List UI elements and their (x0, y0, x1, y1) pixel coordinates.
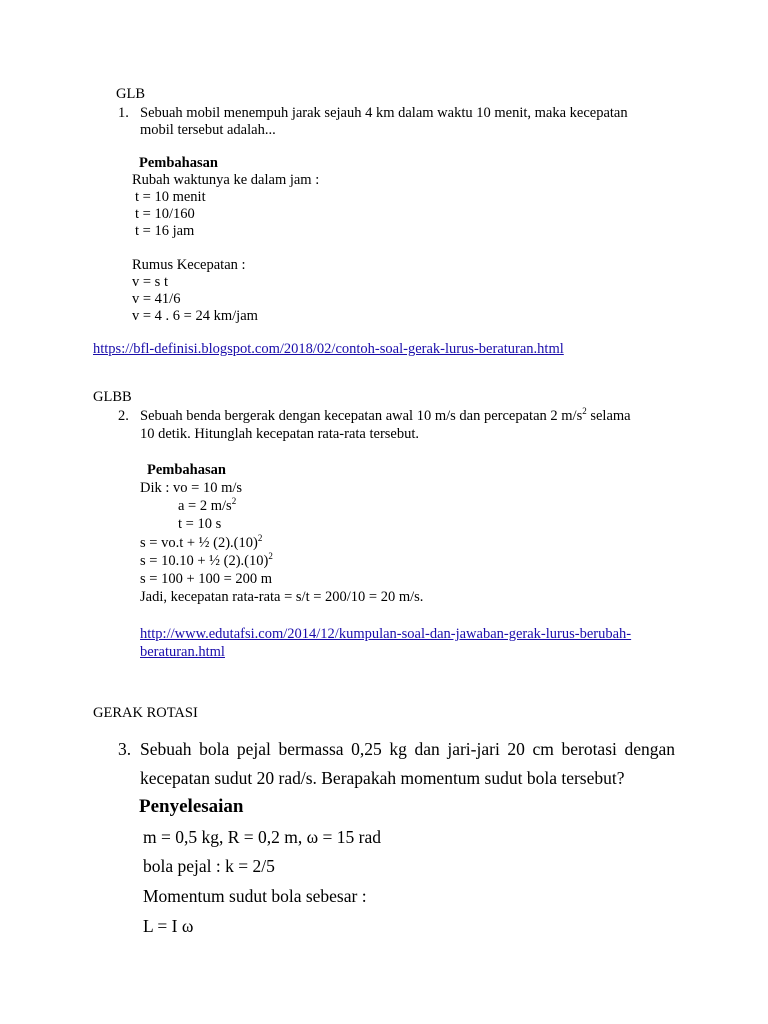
glbb-reference-link-line-2[interactable]: beraturan.html (140, 644, 225, 660)
glb-step-8: v = 4 . 6 = 24 km/jam (132, 308, 258, 324)
glb-reference-link[interactable]: https://bfl-definisi.blogspot.com/2018/02/contoh-soal-gerak-lurus-beraturan.html (93, 341, 564, 357)
glb-step-3: t = 10/160 (135, 206, 195, 222)
glbb-equation-2: s = 10.10 + ½ $(2).(10)^2$ (140, 551, 273, 569)
question-3-number: 3. (118, 739, 132, 759)
question-2-line-1: Sebuah benda bergerak dengan kecepatan awal 10 m/s dan percepatan 2 $m/s^2$ selama (140, 406, 631, 424)
question-2-line-2: 10 detik. Hitunglah kecepatan rata-rata tersebut. (140, 426, 420, 442)
glb-step-2: t = 10 menit (135, 189, 206, 205)
pembahasan-1-heading: Pembahasan (139, 155, 218, 171)
glbb-known-2: a = 2 $m/s^2$ (178, 496, 237, 514)
glbb-equation-1: s = vo.t + ½ $(2).(10)^2$ (140, 533, 263, 551)
penyelesaian-heading: Penyelesaian (139, 796, 244, 817)
glb-heading: GLB (116, 86, 145, 102)
pembahasan-2-heading: Pembahasan (147, 462, 226, 478)
question-3-line-1: Sebuah bola pejal bermassa 0,25 kg dan jari-jari 20 cm berotasi dengan (140, 739, 675, 759)
rotasi-step-2: bola pejal : k = 2/5 (143, 856, 275, 876)
glbb-conclusion: Jadi, kecepatan rata-rata = s/t = 200/10 = 20 m/s. (140, 589, 424, 605)
question-2-number: 2. (118, 408, 129, 424)
question-1-number: 1. (118, 105, 129, 121)
gerak-rotasi-heading: GERAK ROTASI (93, 705, 198, 721)
glb-step-1: Rubah waktunya ke dalam jam : (132, 172, 320, 188)
question-1-line-1: Sebuah mobil menempuh jarak sejauh 4 km dalam waktu 10 menit, maka kecepatan (140, 105, 628, 121)
rotasi-step-4: L = I ω (143, 916, 194, 936)
rotasi-step-1: m = 0,5 kg, R = 0,2 m, ω = 15 rad (143, 827, 381, 847)
glb-step-6: v = s t (132, 274, 168, 290)
glb-step-5: Rumus Kecepatan : (132, 257, 246, 273)
glbb-heading: GLBB (93, 389, 132, 405)
glbb-known-3: t = 10 s (178, 516, 222, 532)
glb-step-7: v = 41/6 (132, 291, 181, 307)
question-1-line-2: mobil tersebut adalah... (140, 122, 276, 138)
rotasi-step-3: Momentum sudut bola sebesar : (143, 886, 367, 906)
glb-step-4: t = 16 jam (135, 223, 195, 239)
glbb-equation-3: s = 100 + 100 = 200 m (140, 571, 273, 587)
question-3-line-2: kecepatan sudut 20 rad/s. Berapakah momentum sudut bola tersebut? (140, 768, 625, 788)
glbb-known-1: Dik : vo = 10 m/s (140, 480, 243, 496)
glbb-reference-link-line-1[interactable]: http://www.edutafsi.com/2014/12/kumpulan-soal-dan-jawaban-gerak-lurus-berubah- (140, 626, 632, 642)
